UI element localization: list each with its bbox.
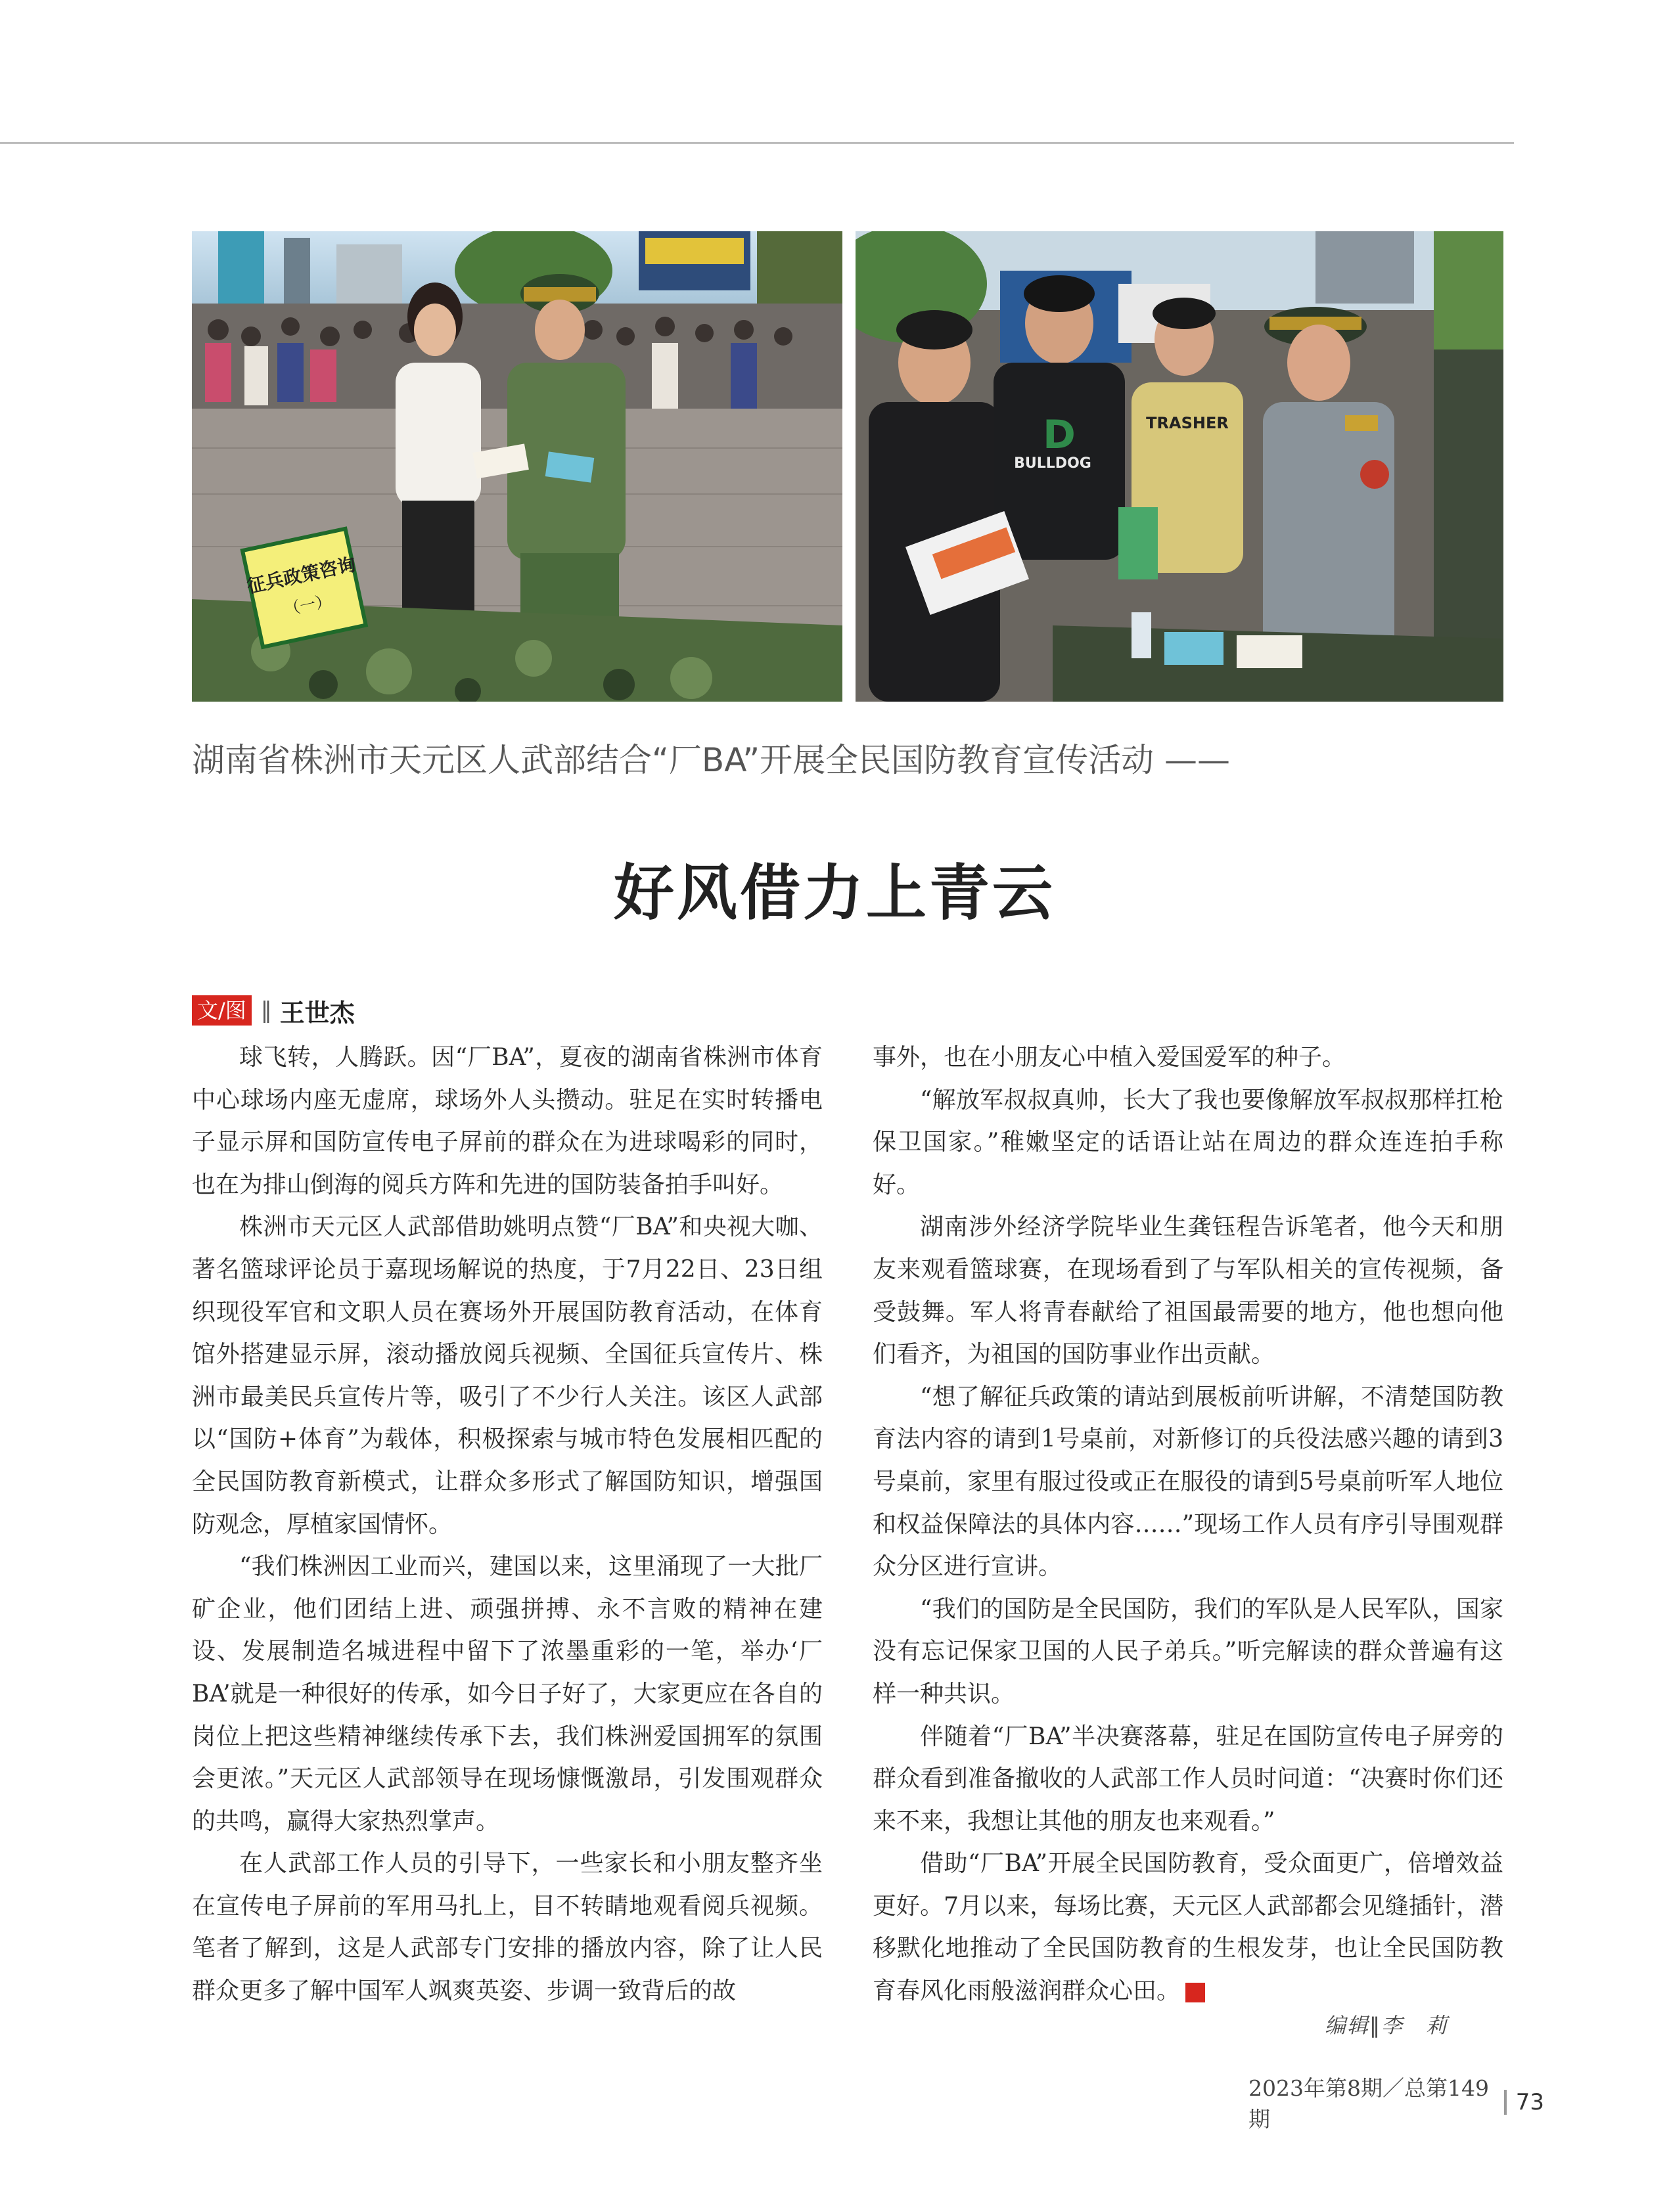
paragraph: 伴随着“厂BA”半决赛落幕，驻足在国防宣传电子屏旁的群众看到准备撤收的人武部工作人员时问道：“决赛时你们还来不来，我想让其他的朋友也来观看。” (873, 1723, 1503, 1835)
end-mark-icon: G (1185, 1983, 1205, 2002)
paragraph: 球飞转，人腾跃。因“厂BA”，夏夜的湖南省株洲市体育中心球场内座无虚席，球场外人头攒动。驻足在实时转播电子显示屏和国防宣传电子屏前的群众在为进球喝彩的同时，也在为排山倒海的阅兵方阵和先进的国防装备拍手叫好。 (192, 1044, 823, 1198)
paragraph: 在人武部工作人员的引导下，一些家长和小朋友整齐坐在宣传电子屏前的军用马扎上，目不转睛地观看阅兵视频。笔者了解到，这是人武部专门安排的播放内容，除了让人民群众更多了解中国军人飒爽英姿、步调一致背后的故 (192, 1850, 823, 2005)
page-footer (1248, 2075, 1544, 2132)
sign-line-2: （一） (283, 591, 333, 620)
article-title: 好风借力上青云 (613, 858, 1055, 928)
paragraph: “我们株洲因工业而兴，建国以来，这里涌现了一大批厂矿企业，他们团结上进、顽强拼搏、永不言败的精神在建设、发展制造名城进程中留下了浓墨重彩的一笔，举办‘厂BA’就是一种很好的传承，如今日子好了，大家更应在各自的岗位上把这些精神继续传承下去，我们株洲爱国拥军的氛围会更浓。”天元区人武部领导在现场慷慨激昂，引发围观群众的共鸣，赢得大家热烈掌声。 (192, 1553, 823, 1835)
paragraph: 株洲市天元区人武部借助姚明点赞“厂BA”和央视大咖、著名篮球评论员于嘉现场解说的热度，于7月22日、23日组织现役军官和文职人员在赛场外开展国防教育活动，在体育馆外搭建显示屏，滚动播放阅兵视频、全国征兵宣传片、株洲市最美民兵宣传片等，吸引了不少行人关注。该区人武部以“国防+体育”为载体，积极探索与城市特色发展相匹配的全民国防教育新模式，让群众多形式了解国防知识，增强国防观念，厚植家国情怀。 (192, 1213, 823, 1538)
paragraph: “解放军叔叔真帅，长大了我也要像解放军叔叔那样扛枪保卫国家。”稚嫩坚定的话语让站在周边的群众连连拍手称好。 (873, 1086, 1503, 1198)
paragraph: “我们的国防是全民国防，我们的军队是人民军队，国家没有忘记保家卫国的人民子弟兵。”听完解读的群众普遍有这样一种共识。 (873, 1595, 1503, 1707)
paragraph-last-text: 借助“厂BA”开展全民国防教育，受众面更广，倍增效益更好。7月以来，每场比赛，天元区人武部都会见缝插针，潜移默化地推动了全民国防教育的生根发芽，也让全民国防教育春风化雨般滋润群众心田。 (873, 1850, 1503, 2005)
article-deck: 湖南省株洲市天元区人武部结合“厂BA”开展全民国防教育宣传活动 —— (192, 741, 1231, 779)
byline-tag: 文/图 (192, 995, 252, 1026)
byline-separator: ‖ (260, 997, 272, 1024)
header-rule (0, 142, 1514, 144)
sign-line-1: 征兵政策咨询 (245, 553, 358, 598)
shirt-brand-text: TRASHER (1146, 414, 1229, 432)
photo-recruitment-consultation (192, 231, 842, 702)
byline (192, 991, 355, 1030)
paragraph-continued: 事外，也在小朋友心中植入爱国爱军的种子。 (873, 1044, 1346, 1071)
issue-label: 2023年第8期／总第149期 (1248, 2075, 1489, 2132)
photo-youths-with-officer (856, 231, 1503, 702)
byline-author: 王世杰 (279, 998, 355, 1027)
paragraph: 湖南涉外经济学院毕业生龚钰程告诉笔者，他今天和朋友来观看篮球赛，在现场看到了与军队相关的宣传视频，备受鼓舞。军人将青春献给了祖国最需要的地方，他也想向他们看齐，为祖国的国防事业作出贡献。 (873, 1213, 1503, 1368)
page-number: 73 (1515, 2089, 1544, 2115)
article-column-left (192, 1037, 823, 2013)
shirt-letter-mark: D (1043, 412, 1076, 458)
paragraph: “想了解征兵政策的请站到展板前听讲解，不清楚国防教育法内容的请到1号桌前，对新修订的兵役法感兴趣的请到3号桌前，家里有服过役或正在服役的请到5号桌前听军人地位和权益保障法的具体内容……”现场工作人员有序引导围观群众分区进行宣讲。 (873, 1383, 1503, 1581)
footer-divider (1504, 2090, 1507, 2115)
article-column-right (873, 1037, 1503, 2013)
editor-credit: 编辑‖李 莉 (1325, 2013, 1449, 2038)
shirt-bulldog-text: BULLDOG (1014, 455, 1091, 472)
paragraph-last (873, 1843, 1503, 2012)
